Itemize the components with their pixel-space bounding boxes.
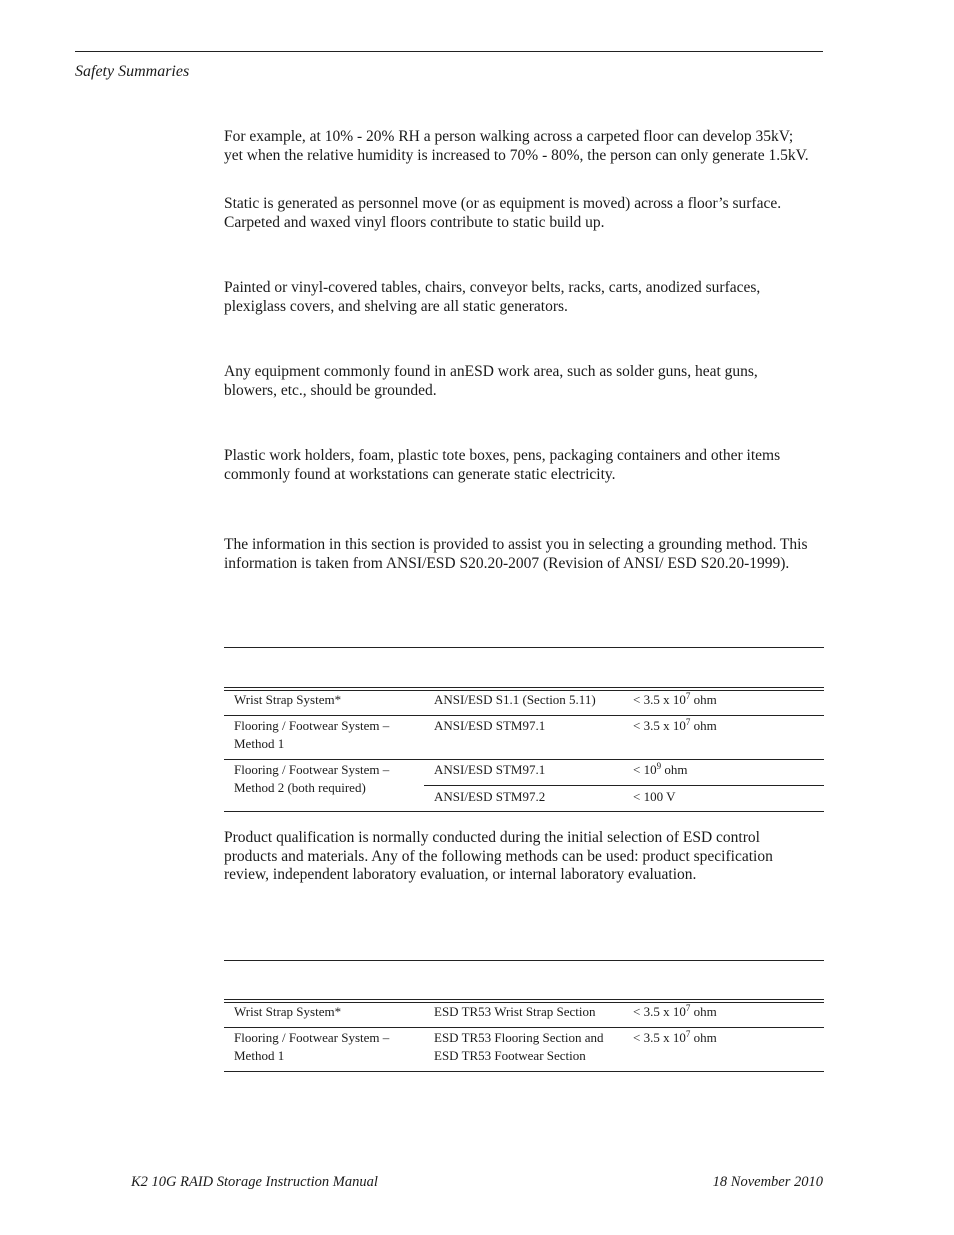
table-cell-limit: < $10^9$ ohm — [633, 761, 688, 777]
table-cell-method: ANSI/ESD STM97.1 — [434, 762, 546, 777]
table-cell-method: ESD TR53 Flooring Section and ESD TR53 Footwear Section — [434, 1030, 604, 1063]
table-cell-system: Wrist Strap System* — [234, 692, 342, 707]
section-title: Safety Summaries — [75, 63, 190, 80]
table-cell-system: Flooring / Footwear System – Method 2 (both required) — [234, 762, 390, 795]
table-cell-limit: < 3.5 x $10^7$ ohm — [633, 691, 717, 707]
table-cell-limit: < 100 V — [633, 789, 676, 804]
table-cell-system: Flooring / Footwear System – Method 1 — [234, 718, 390, 751]
table-cell-limit: < 3.5 x $10^7$ ohm — [633, 1029, 717, 1045]
paragraph-floors: Static is generated as personnel move (or as equipment is moved) across a floor’s surface. Carpeted and waxed vinyl floors contribute to static build up. — [224, 195, 782, 231]
table-cell-method: ANSI/ESD STM97.1 — [434, 718, 546, 733]
table-header-rule — [224, 999, 824, 1000]
table-top-rule — [224, 647, 824, 648]
paragraph-grounding-info: The information in this section is provided to assist you in selecting a grounding method. This information is taken from ANSI/ESD S20.20-2007 (Revision of ANSI/ ESD S20.20-1999). — [224, 536, 808, 572]
table-row-rule — [224, 1027, 824, 1028]
paragraph-materials: Plastic work holders, foam, plastic tote boxes, pens, packaging containers and other items commonly found at workstations can generate static electricity. — [224, 447, 781, 483]
paragraph-equipment: Any equipment commonly found in anESD work area, such as solder guns, heat guns, blowers, etc., should be grounded. — [224, 363, 758, 399]
table-row-rule — [424, 785, 824, 786]
table-row-rule — [224, 759, 824, 760]
paragraph-product-qualification: Product qualification is normally conducted during the initial selection of ESD control products and materials. Any of the following methods can be used: product specification review, independent laboratory evaluation, or internal laboratory evaluation. — [224, 829, 773, 883]
table-cell-method: ANSI/ESD STM97.2 — [434, 789, 546, 804]
table-row-rule — [224, 715, 824, 716]
table-bottom-rule — [224, 811, 824, 812]
table-top-rule — [224, 960, 824, 961]
footer-manual-title: K2 10G RAID Storage Instruction Manual — [131, 1174, 378, 1190]
table-cell-system: Flooring / Footwear System – Method 1 — [234, 1030, 390, 1063]
table-cell-method: ANSI/ESD S1.1 (Section 5.11) — [434, 692, 596, 707]
table-bottom-rule — [224, 1071, 824, 1072]
paragraph-surfaces: Painted or vinyl-covered tables, chairs, conveyor belts, racks, carts, anodized surfaces, plexiglass covers, and shelving are all static generators. — [224, 279, 761, 315]
header-rule — [75, 51, 823, 52]
table-cell-method: ESD TR53 Wrist Strap Section — [434, 1004, 596, 1019]
table-cell-limit: < 3.5 x $10^7$ ohm — [633, 717, 717, 733]
footer-date: 18 November 2010 — [712, 1174, 823, 1190]
paragraph-humidity-example: For example, at 10% - 20% RH a person walking across a carpeted floor can develop 35kV; yet when the relative humidity is increased to 70% - 80%, the person can only generate 1.5kV. — [224, 128, 809, 164]
table-cell-system: Wrist Strap System* — [234, 1004, 342, 1019]
table-header-rule — [224, 687, 824, 688]
table-cell-limit: < 3.5 x $10^7$ ohm — [633, 1003, 717, 1019]
